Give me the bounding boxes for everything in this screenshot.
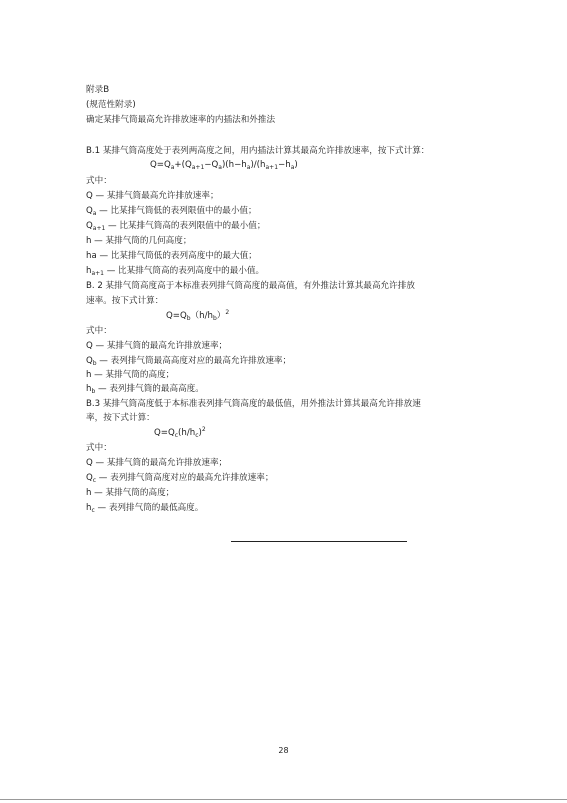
b1-def: $Q_a$ — 比某排气筒低的表列限值中的最小值；	[86, 206, 257, 217]
b2-paragraph-cont: 速率。按下式计算：	[86, 296, 164, 306]
b1-def: $Q_{a+1}$ — 比某排气筒高的表列限值中的最小值；	[86, 221, 266, 232]
b1-def: $h_{a+1}$ — 比某排气筒高的表列高度中的最小值。	[86, 266, 265, 277]
b2-def: Q — 某排气筒的最高允许排放速率；	[86, 341, 228, 351]
b1-def: ha — 比某排气筒低的表列高度中的最大值；	[86, 251, 257, 261]
b2-where: 式中：	[86, 326, 112, 336]
b3-def: $Q_c$ — 表列排气筒高度对应的最高允许排放速率；	[86, 473, 274, 484]
b2-def: $Q_b$ — 表列排气筒最高高度对应的最高允许排放速率；	[86, 356, 292, 367]
page-bottom-border	[0, 799, 567, 800]
page-number: 28	[278, 746, 289, 755]
b3-paragraph: B.3 某排气筒高度低于本标准表列排气筒高度的最低值，用外推法计算其最高允许排放速	[86, 399, 421, 409]
b1-def: Q — 某排气筒最高允许排放速率；	[86, 191, 219, 201]
b1-where: 式中：	[86, 176, 112, 186]
b2-def: h — 某排气筒的高度；	[86, 370, 175, 380]
b1-paragraph: B.1 某排气筒高度处于表列两高度之间，用内插法计算其最高允许排放速率，按下式计算：	[86, 146, 430, 156]
end-rule	[231, 541, 407, 542]
b1-formula: $Q=Q_a+(Q_{a+1}-Q_a)(h-h_a)/(h_{a+1}-h_a)$	[150, 160, 298, 171]
b1-def: h — 某排气筒的几何高度；	[86, 236, 192, 246]
b3-formula: $Q=Q_c(h/h_c)^2$	[154, 426, 206, 439]
b3-def: h — 某排气筒的高度；	[86, 488, 175, 498]
b2-def: $h_b$ — 表列排气筒的最高高度。	[86, 384, 204, 395]
b3-def: $h_c$ — 表列排气筒的最低高度。	[86, 503, 204, 514]
appendix-label: 附录B	[86, 85, 110, 95]
b3-where: 式中：	[86, 443, 112, 453]
b3-paragraph-cont: 率，按下式计算：	[86, 413, 155, 423]
b2-paragraph: B. 2 某排气筒高度高于本标准表列排气筒高度的最高值，有外推法计算其最高允许排放	[86, 281, 415, 291]
appendix-nature: (规范性附录)	[86, 100, 136, 110]
b2-formula: $Q=Q_b(h/h_b)^2$	[166, 309, 230, 322]
appendix-title: 确定某排气筒最高允许排放速率的内插法和外推法	[86, 115, 276, 125]
b3-def: Q — 某排气筒的最高允许排放速率；	[86, 458, 228, 468]
